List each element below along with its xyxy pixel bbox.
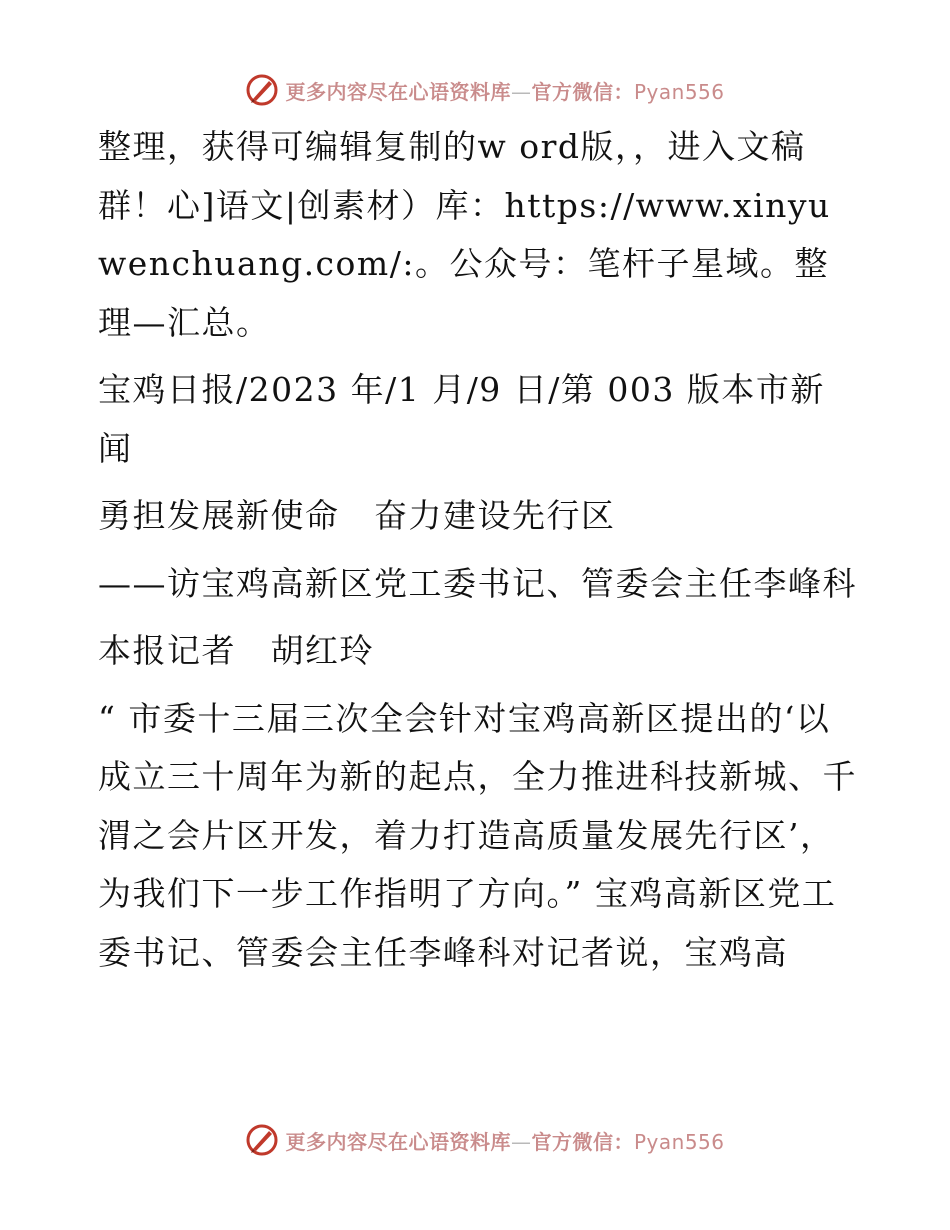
intro-paragraph: 整理，获得可编辑复制的w ord版，，进入文稿群！心]语文|创素材）库：https://www.xinyuwenchuang.com/:。公众号：笔杆子星域。整理—汇总。 [98, 127, 831, 342]
header-banner [0, 70, 950, 110]
document-body [98, 118, 858, 982]
subheadline: ——访宝鸡高新区党工委书记、管委会主任李峰科 [98, 563, 857, 603]
banner-wechat-id: Pyan556 [633, 1129, 725, 1154]
banner-text [285, 76, 724, 105]
source-line: 宝鸡日报/2023 年/1 月/9 日/第 003 版本市新闻 [98, 370, 825, 468]
footer-banner [0, 1120, 950, 1160]
banner-wechat-label: 官方微信： [531, 1129, 634, 1154]
banner-title: 更多内容尽在心语资料库 [285, 1129, 511, 1154]
quill-logo-icon [245, 1123, 279, 1157]
banner-separator: — [510, 79, 532, 104]
banner-wechat-label: 官方微信： [531, 79, 634, 104]
banner-separator: — [510, 1129, 532, 1154]
banner-title: 更多内容尽在心语资料库 [285, 79, 511, 104]
quill-logo-icon [245, 73, 279, 107]
body-paragraph: “ 市委十三届三次全会针对宝鸡高新区提出的‘以成立三十周年为新的起点，全力推进科技新城、千渭之会片区开发，着力打造高质量发展先行区’，为我们下一步工作指明了方向。” 宝鸡高新区党工委书记、管委会主任李峰科对记者说，宝鸡高 [98, 698, 857, 972]
byline: 本报记者 胡红玲 [98, 631, 374, 670]
headline: 勇担发展新使命 奋力建设先行区 [98, 496, 616, 535]
banner-wechat-id: Pyan556 [633, 79, 725, 104]
banner-text [285, 1126, 724, 1155]
